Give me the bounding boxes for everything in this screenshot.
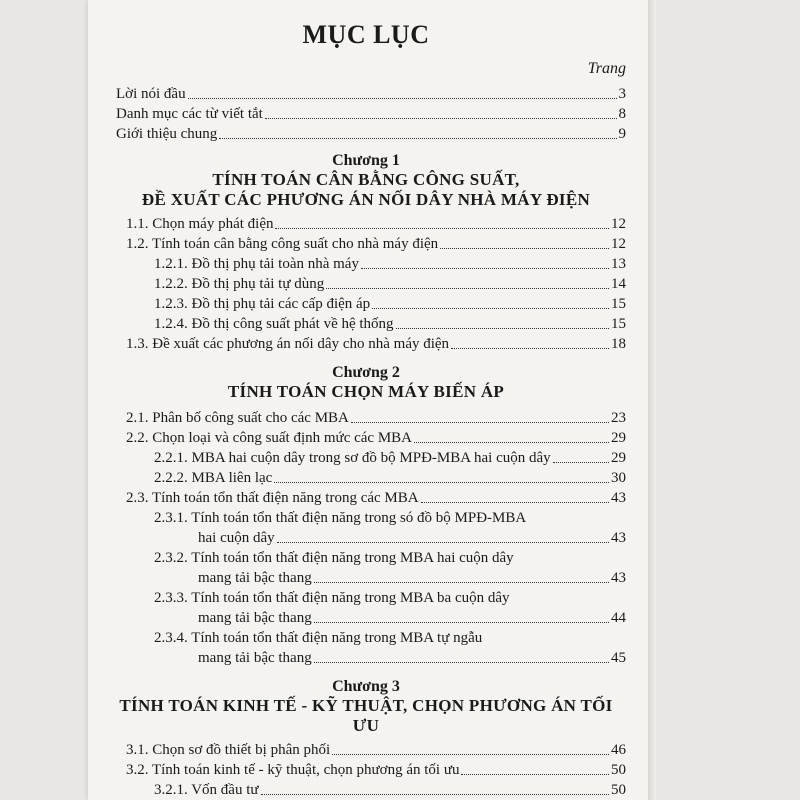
table-of-contents [106,14,626,800]
chapter-heading: Chương 2 [332,364,400,381]
chapter-heading: Chương 1 [332,152,400,169]
toc-entry: 1.2.1. Đồ thị phụ tải toàn nhà máy 13 [154,256,626,272]
toc-entry: Danh mục các từ viết tắt 8 [116,106,626,122]
toc-entry: 2.3. Tính toán tổn thất điện năng trong các MBA 43 [126,490,626,506]
chapter-title: TÍNH TOÁN CHỌN MÁY BIẾN ÁP [227,382,505,401]
page-title: MỤC LỤC [302,20,430,49]
chapter-title: ĐỀ XUẤT CÁC PHƯƠNG ÁN NỐI DÂY NHÀ MÁY ĐIỆN [141,190,591,209]
toc-entry: 2.3.4. Tính toán tổn thất điện năng trong MBA tự ngẫu mang tải bậc thang 45 [154,630,626,666]
page-edge [648,0,656,800]
toc-entry: Lời nói đầu 3 [116,86,626,102]
toc-entry: 1.3. Đề xuất các phương án nối dây cho nhà máy điện 18 [126,336,626,352]
toc-entry: 1.2. Tính toán cân bằng công suất cho nhà máy điện 12 [126,236,626,252]
toc-entry: 2.2. Chọn loại và công suất định mức các MBA 29 [126,430,626,446]
toc-entry: 3.2.1. Vốn đầu tư 50 [154,782,626,798]
chapter-title: TÍNH TOÁN CÂN BẰNG CÔNG SUẤT, [212,170,520,189]
toc-entry: 2.2.2. MBA liên lạc 30 [154,470,626,486]
page-column-header: Trang [587,60,626,77]
toc-entry: 2.3.1. Tính toán tổn thất điện năng trong só đồ bộ MPĐ-MBA hai cuộn dây 43 [154,510,626,546]
toc-entry: 2.3.3. Tính toán tổn thất điện năng trong MBA ba cuộn dây mang tải bậc thang 44 [154,590,626,626]
toc-entry: 2.3.2. Tính toán tổn thất điện năng trong MBA hai cuộn dây mang tải bậc thang 43 [154,550,626,586]
toc-entry: 1.2.4. Đồ thị công suất phát về hệ thống 15 [154,316,626,332]
toc-entry: 3.2. Tính toán kinh tế - kỹ thuật, chọn phương án tối ưu 50 [126,762,626,778]
toc-entry: 2.1. Phân bố công suất cho các MBA 23 [126,410,626,426]
chapter-title: TÍNH TOÁN KINH TẾ - KỸ THUẬT, CHỌN PHƯƠNG ÁN TỐI ƯU [119,696,613,735]
toc-entry: 1.2.3. Đồ thị phụ tải các cấp điện áp 15 [154,296,626,312]
toc-entry: 2.2.1. MBA hai cuộn dây trong sơ đồ bộ MPĐ-MBA hai cuộn dây 29 [154,450,626,466]
toc-entry: 1.1. Chọn máy phát điện 12 [126,216,626,232]
toc-entry: 3.1. Chọn sơ đồ thiết bị phân phối 46 [126,742,626,758]
toc-entry: Giới thiệu chung 9 [116,126,626,142]
toc-entry: 1.2.2. Đồ thị phụ tải tự dùng 14 [154,276,626,292]
chapter-heading: Chương 3 [332,678,400,695]
